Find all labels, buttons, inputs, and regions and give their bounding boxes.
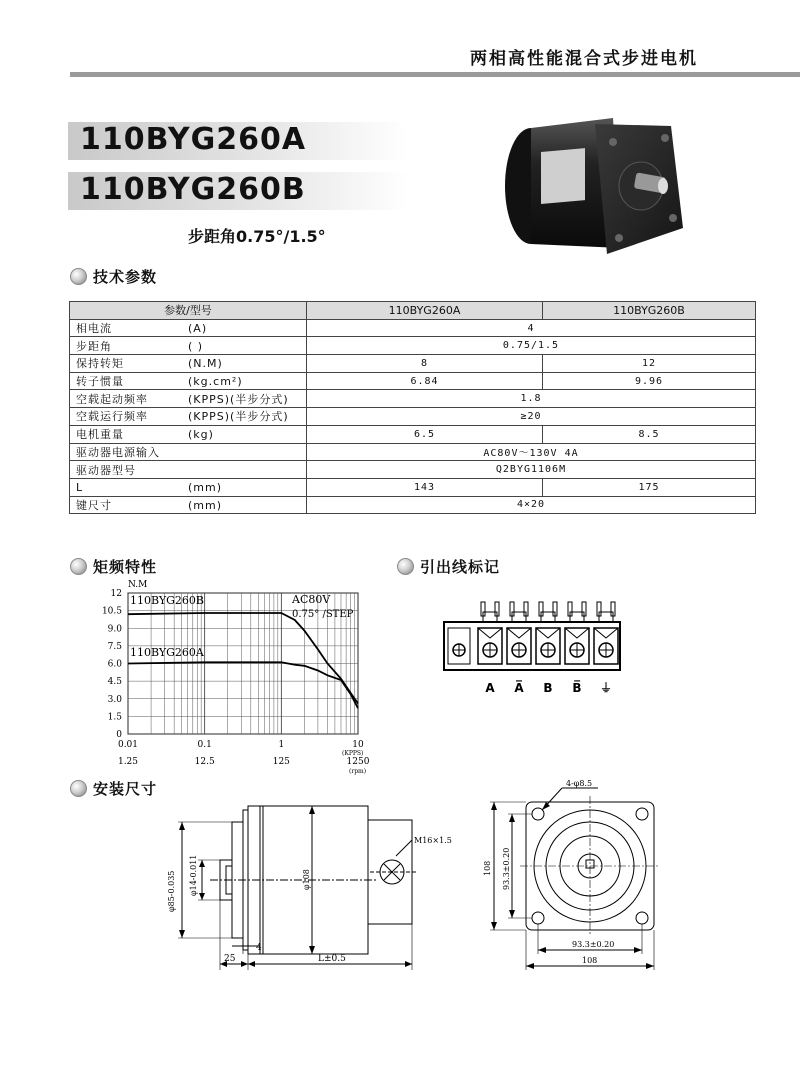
param-unit: (mm): [188, 480, 223, 494]
param-name: 空载起动频率: [76, 392, 148, 406]
value-cell: 8.5: [543, 425, 756, 443]
param-cell: [70, 355, 307, 373]
table-header-cell: 110BYG260B: [543, 302, 756, 320]
y-tick-label: 4.5: [107, 677, 122, 688]
dim-phi85: φ85-0.035: [167, 870, 176, 912]
param-name: 键尺寸: [76, 498, 112, 512]
param-cell: [70, 443, 307, 461]
bullet-icon: [70, 780, 87, 797]
annotation-step: 0.75° /STEP: [292, 609, 354, 620]
dim-phi108: φ108: [302, 869, 311, 890]
table-row: [70, 443, 756, 461]
motor-photo: [495, 108, 695, 266]
y-tick-label: 3.0: [107, 694, 122, 705]
param-name: 驱动器电源输入: [76, 445, 160, 459]
value-cell: 8: [307, 355, 543, 373]
param-unit: (kg): [188, 428, 214, 442]
dim-phi14: φ14-0.011: [189, 854, 198, 896]
value-cell: ≥20: [307, 408, 756, 426]
table-row: [70, 390, 756, 408]
param-cell: [70, 478, 307, 496]
dim-m16: M16×1.5: [414, 836, 452, 845]
dim-25: 25: [224, 954, 236, 964]
param-cell: [70, 319, 307, 337]
param-unit: (kg.cm²): [188, 375, 243, 389]
param-cell: [70, 408, 307, 426]
spec-table: [69, 301, 756, 514]
param-cell: [70, 390, 307, 408]
header-title: 两相高性能混合式步进电机: [470, 49, 698, 69]
dim-4: 4: [256, 943, 262, 953]
table-row: [70, 478, 756, 496]
param-unit: (N.M): [188, 357, 223, 371]
y-tick-label: 6.0: [107, 659, 122, 670]
table-row: [70, 337, 756, 355]
x-tick-label-rpm: 1.25: [117, 757, 139, 767]
param-cell: [70, 425, 307, 443]
param-name: 转子惯量: [76, 375, 124, 389]
motor-label-sticker: [541, 148, 585, 204]
value-cell: 4: [307, 319, 756, 337]
x-unit-kpps: (KPPS): [342, 750, 364, 757]
param-cell: [70, 496, 307, 514]
section-torque-title: 矩频特性: [93, 558, 158, 576]
value-cell: 0.75/1.5: [307, 337, 756, 355]
param-name: L: [76, 480, 84, 494]
series-b-label: 110BYG260B: [130, 594, 205, 607]
model-a-title: 110BYG260A: [80, 122, 307, 157]
step-angle: 步距角0.75°/1.5°: [188, 227, 326, 246]
value-cell: 4×20: [307, 496, 756, 514]
dim-108-h: 108: [582, 956, 598, 965]
table-row: [70, 355, 756, 373]
param-cell: [70, 372, 307, 390]
param-name: 驱动器型号: [76, 463, 136, 477]
annotation-voltage: AC80V: [292, 593, 331, 606]
y-tick-label: 9.0: [107, 624, 122, 635]
param-cell: [70, 461, 307, 479]
dim-108-v: 108: [483, 860, 492, 876]
wire-label: A: [485, 681, 495, 695]
x-tick-label-kpps: 0.01: [117, 740, 139, 750]
front-view-drawing: [480, 780, 680, 970]
dim-holes: 4-φ8.5: [566, 780, 593, 788]
param-name: 步距角: [76, 339, 112, 353]
table-row: [70, 408, 756, 426]
bullet-icon: [70, 558, 87, 575]
value-cell: 9.96: [543, 372, 756, 390]
param-name: 电机重量: [76, 428, 124, 442]
value-cell: AC80V～130V 4A: [307, 443, 756, 461]
param-unit: (KPPS)(半步分式): [188, 410, 289, 424]
table-row: [70, 461, 756, 479]
param-name: 保持转矩: [76, 357, 124, 371]
bullet-icon: [70, 268, 87, 285]
param-cell: [70, 337, 307, 355]
torque-chart: [60, 576, 390, 776]
x-tick-label-rpm: 1250: [346, 757, 370, 767]
dim-l: L±0.5: [318, 954, 346, 964]
wire-label: B̅: [572, 681, 582, 695]
wiring-diagram: [440, 598, 630, 698]
x-tick-label-kpps: 10: [352, 740, 364, 750]
param-name: 相电流: [76, 322, 112, 336]
y-tick-label: 12: [110, 589, 122, 599]
value-cell: 1.8: [307, 390, 756, 408]
table-row: [70, 496, 756, 514]
value-cell: 175: [543, 478, 756, 496]
y-tick-label: 0: [116, 730, 122, 740]
series-line-a: [128, 662, 358, 708]
y-tick-label: 7.5: [107, 641, 122, 652]
x-tick-label-kpps: 0.1: [197, 740, 212, 750]
value-cell: 6.84: [307, 372, 543, 390]
wire-label: ⏚: [599, 681, 613, 695]
y-axis-label: N.M: [128, 580, 148, 590]
series-a-label: 110BYG260A: [130, 646, 204, 659]
y-tick-label: 1.5: [107, 712, 122, 723]
param-unit: (A): [188, 322, 208, 336]
x-tick-label-kpps: 1: [278, 740, 285, 750]
value-cell: 6.5: [307, 425, 543, 443]
value-cell: Q2BYG1106M: [307, 461, 756, 479]
param-name: 空载运行频率: [76, 410, 148, 424]
x-tick-label-rpm: 12.5: [194, 757, 215, 767]
dim-93-v: 93.3±0.20: [502, 847, 511, 890]
param-unit: (mm): [188, 498, 223, 512]
header-rule: [70, 72, 800, 77]
section-tech-title: 技术参数: [93, 268, 158, 286]
table-row: [70, 372, 756, 390]
table-header-cell: 110BYG260A: [307, 302, 543, 320]
side-view-drawing: [160, 790, 470, 980]
bullet-icon: [397, 558, 414, 575]
wire-label: A̅: [514, 681, 524, 695]
dim-93-h: 93.3±0.20: [572, 940, 615, 949]
wire-label: B: [543, 681, 553, 695]
table-row: [70, 319, 756, 337]
param-unit: ( ): [188, 339, 204, 353]
section-dims-title: 安装尺寸: [93, 780, 158, 798]
table-header-row: [70, 302, 756, 320]
value-cell: 12: [543, 355, 756, 373]
table-row: [70, 425, 756, 443]
x-unit-rpm: (rpm): [349, 768, 367, 775]
x-tick-label-rpm: 125: [272, 757, 290, 767]
table-header-cell: 参数/型号: [70, 302, 307, 320]
value-cell: 143: [307, 478, 543, 496]
model-b-title: 110BYG260B: [80, 172, 306, 207]
param-unit: (KPPS)(半步分式): [188, 392, 289, 406]
section-wiring-title: 引出线标记: [420, 558, 501, 576]
y-tick-label: 10.5: [101, 606, 122, 617]
